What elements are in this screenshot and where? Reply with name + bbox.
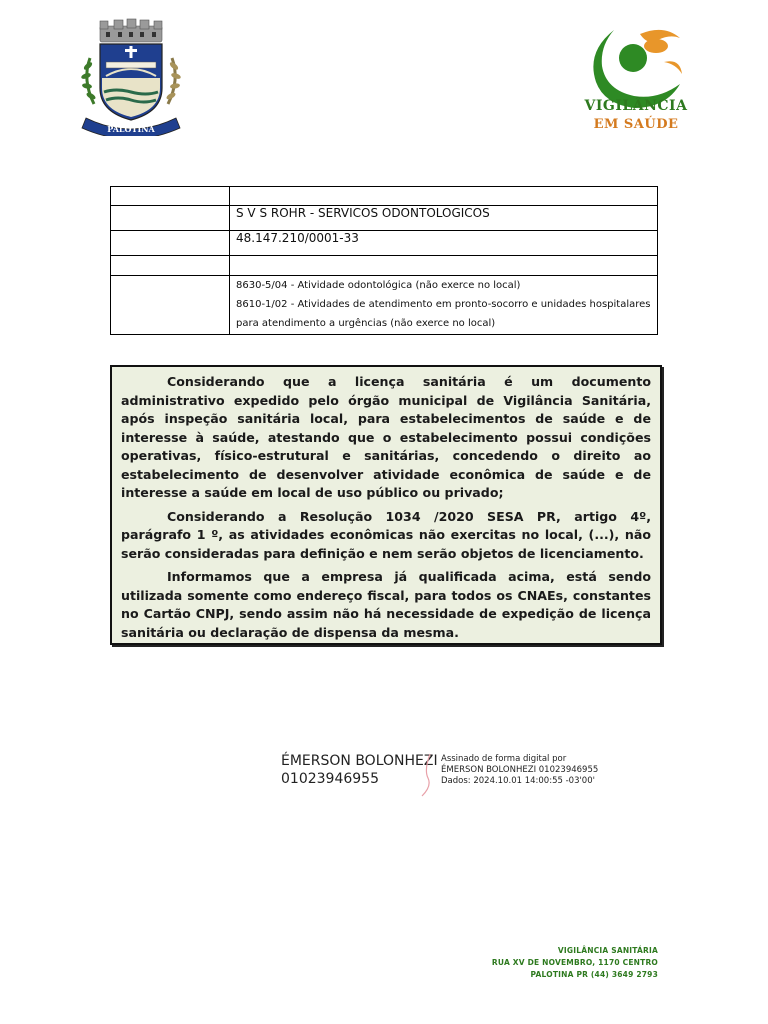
signature-stroke	[410, 752, 440, 798]
table-label-cell	[111, 206, 230, 231]
notice-box	[110, 365, 662, 645]
table-value-cell	[230, 256, 658, 276]
table-row	[111, 276, 658, 335]
notice-paragraph: Considerando a Resolução 1034 /2020 SESA PR, artigo 4º, parágrafo 1 º, as atividades econômicas não exercitas no local, (...), não serão consideradas para definição e nem serão objetos de licenciamento.	[121, 508, 651, 561]
table-row	[111, 206, 658, 231]
footer-line: RUA XV DE NOVEMBRO, 1170 CENTRO	[491, 958, 658, 967]
palotina-crest-logo	[76, 18, 186, 136]
digital-signature-line: Assinado de forma digital por	[441, 754, 567, 764]
table-label-cell	[111, 231, 230, 256]
digital-signature-line: ÉMERSON BOLONHEZI 01023946955	[441, 765, 599, 775]
activity-item: 8630-5/04 - Atividade odontológica (não exerce no local)	[236, 280, 521, 291]
signer-id: 01023946955	[281, 771, 379, 787]
notice-paragraph: Considerando que a licença sanitária é um documento administrativo expedido pelo órgão municipal de Vigilância Sanitária, após inspeção sanitária local, para estabelecimentos de saúde e de interesse à saúde, atestando que o estabelecimento possui condições operativas, físico-estrutural e sanitárias, concedendo o direito ao estabelecimento de desenvolver atividade econômica de saúde e de interesse a saúde em local de uso público ou privado;	[121, 374, 651, 500]
activities-cell	[230, 276, 658, 335]
footer-line: PALOTINA PR (44) 3649 2793	[530, 970, 658, 979]
table-label-cell	[111, 276, 230, 335]
activity-item: 8610-1/02 - Atividades de atendimento em pronto-socorro e unidades hospitalares para atendimento a urgências (não exerce no local)	[236, 299, 651, 329]
table-label-cell	[111, 187, 230, 206]
org-name-line2: EM SAÚDE	[593, 117, 679, 132]
digital-signature-info	[441, 754, 598, 787]
org-name-line1: VIGILÂNCIA	[584, 98, 688, 114]
footer-address	[492, 945, 658, 981]
table-row	[111, 187, 658, 206]
digital-signature-line: Dados: 2024.10.01 14:00:55 -03'00'	[441, 776, 595, 786]
footer-line: VIGILÂNCIA SANITÁRIA	[557, 946, 658, 955]
table-label-cell	[111, 256, 230, 276]
crest-banner-text: PALOTINA	[107, 124, 155, 134]
table-row	[111, 256, 658, 276]
signer-name: ÉMERSON BOLONHEZI	[281, 753, 438, 769]
establishment-info-table	[110, 186, 658, 335]
cnpj-value: 48.147.210/0001-33	[230, 231, 658, 256]
notice-paragraph: Informamos que a empresa já qualificada acima, está sendo utilizada somente como endereço fiscal, para todos os CNAEs, constantes no Cartão CNPJ, sendo assim não há necessidade de expedição de licença sanitária ou declaração de dispensa da mesma.	[121, 569, 651, 640]
company-name-value: S V S ROHR - SERVICOS ODONTOLOGICOS	[230, 206, 658, 231]
table-row	[111, 231, 658, 256]
vigilancia-saude-logo-mark	[584, 12, 714, 134]
table-value-cell	[230, 187, 658, 206]
